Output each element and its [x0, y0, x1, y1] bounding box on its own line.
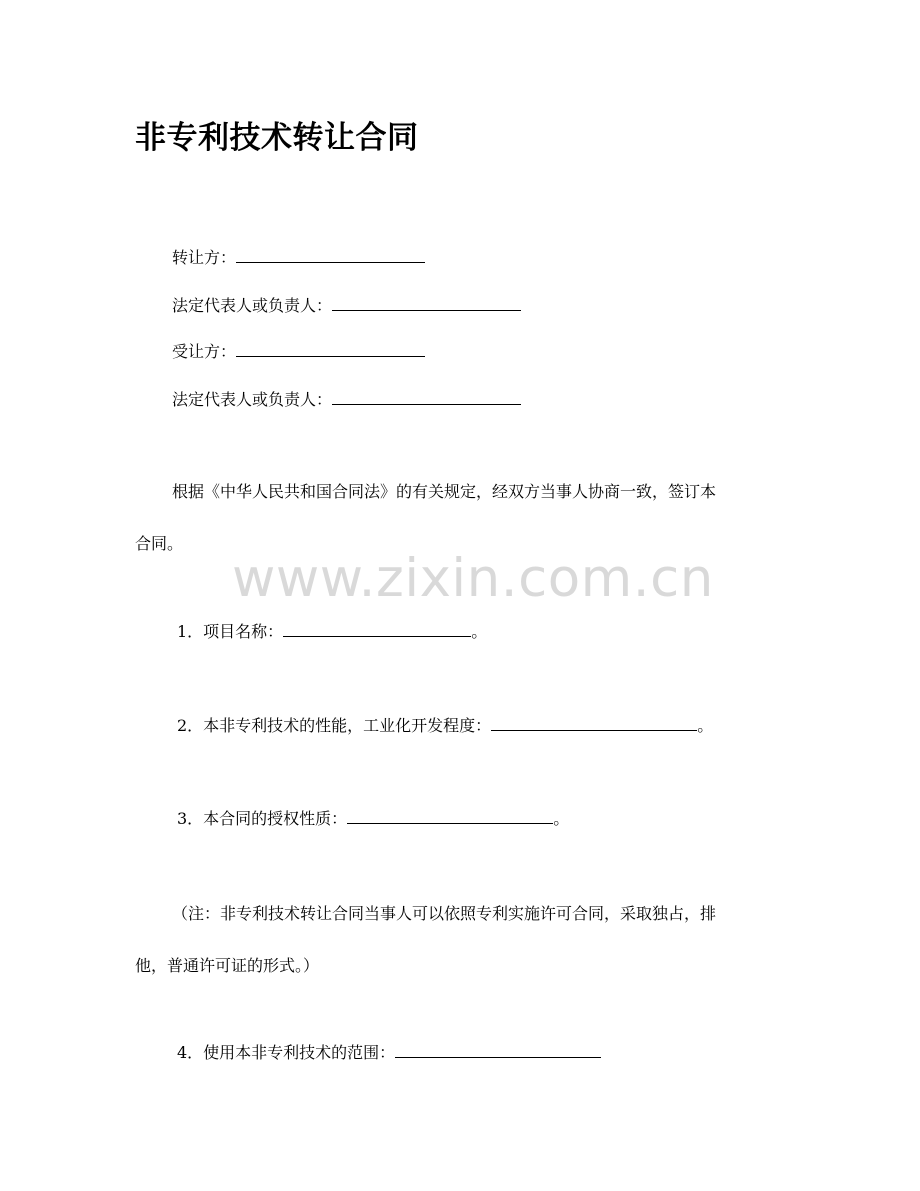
transferee-rep-blank — [332, 390, 521, 405]
transferee-label: 受让方： — [172, 342, 237, 361]
document-title: 非专利技术转让合同 — [135, 120, 419, 156]
transferee-blank — [236, 342, 425, 357]
transferor-label: 转让方： — [172, 248, 237, 267]
note-paragraph — [135, 904, 787, 976]
transferee-line — [172, 342, 425, 362]
transferee-rep-line — [172, 390, 521, 410]
preamble-paragraph — [135, 482, 787, 554]
note-line-2: 他，普通许可证的形式。） — [135, 956, 320, 975]
clause-1-label: 1．项目名称： — [177, 622, 284, 641]
transferor-line — [172, 248, 425, 268]
clause-4 — [177, 1043, 601, 1063]
transferor-rep-blank — [332, 296, 521, 311]
clause-3-label: 3．本合同的授权性质： — [177, 809, 348, 828]
clause-2-blank — [491, 716, 697, 731]
transferor-blank — [236, 248, 425, 263]
clause-3 — [177, 809, 569, 829]
clause-2 — [177, 716, 713, 736]
clause-3-end: 。 — [553, 809, 570, 828]
preamble-line-1: 根据《中华人民共和国合同法》的有关规定，经双方当事人协商一致，签订本 — [172, 482, 717, 501]
clause-1-blank — [283, 622, 471, 637]
clause-2-end: 。 — [697, 716, 714, 735]
clause-2-label: 2．本非专利技术的性能，工业化开发程度： — [177, 716, 492, 735]
clause-1 — [177, 622, 487, 642]
clause-1-end: 。 — [471, 622, 488, 641]
transferor-rep-label: 法定代表人或负责人： — [172, 296, 333, 315]
clause-4-blank — [395, 1043, 601, 1058]
preamble-line-2: 合同。 — [135, 534, 184, 553]
watermark-text: www.zixin.com.cn — [232, 548, 714, 609]
transferee-rep-label: 法定代表人或负责人： — [172, 390, 333, 409]
transferor-rep-line — [172, 296, 521, 316]
note-line-1: （注：非专利技术转让合同当事人可以依照专利实施许可合同，采取独占，排 — [172, 904, 717, 923]
clause-3-blank — [347, 809, 553, 824]
clause-4-label: 4．使用本非专利技术的范围： — [177, 1043, 396, 1062]
